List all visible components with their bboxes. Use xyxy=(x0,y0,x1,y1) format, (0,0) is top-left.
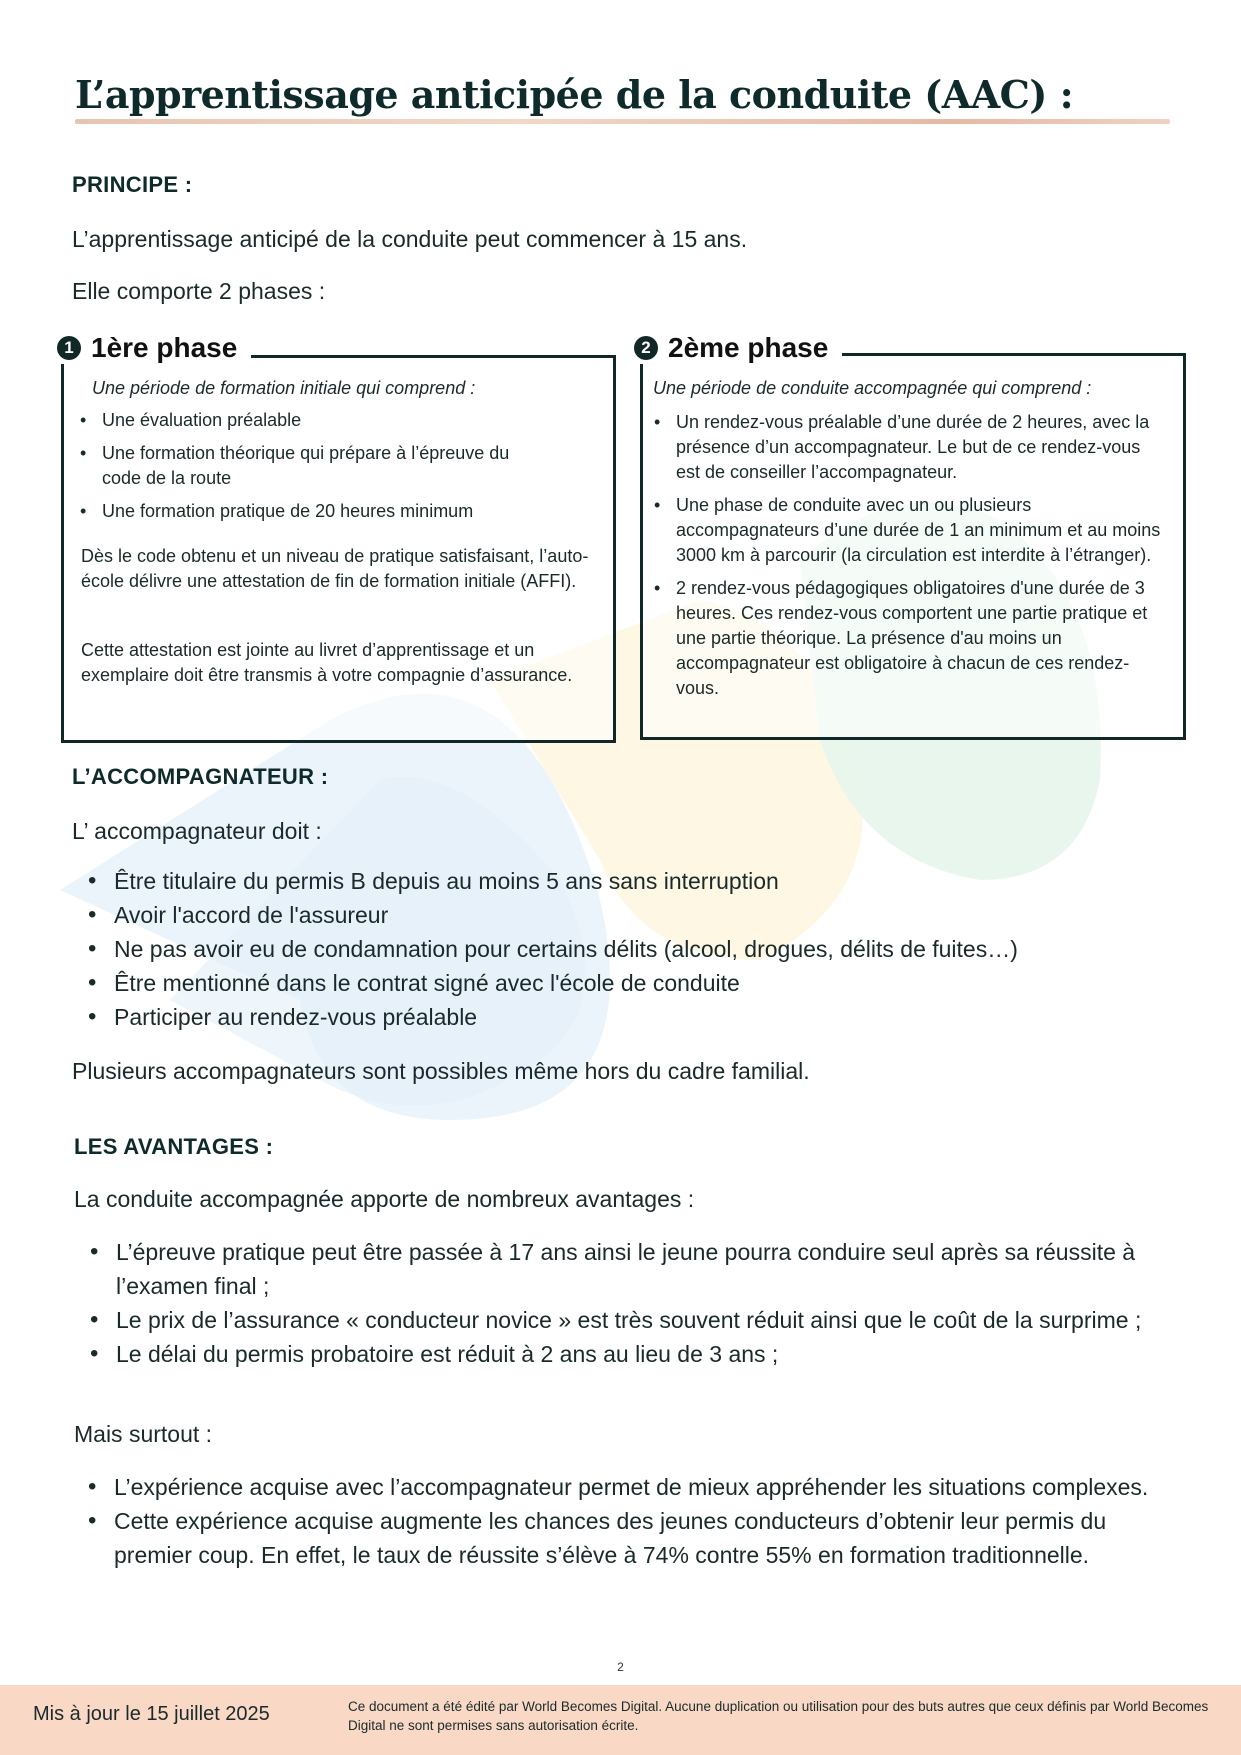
mais-surtout-label: Mais surtout : xyxy=(74,1421,213,1447)
phase-1-header xyxy=(57,332,251,364)
phase-1-list xyxy=(80,408,590,532)
phase-1-intro: Une période de formation initiale qui comprend : xyxy=(92,378,476,398)
principe-heading: PRINCIPE : xyxy=(72,172,193,197)
list-item: • Un rendez-vous préalable d’une durée de 2 heures, avec la présence d’un accompagnateur. Le but de ce rendez-vous est de conseiller l’accompagnateur. xyxy=(654,410,1168,485)
number-1-icon: 1 xyxy=(57,336,81,360)
page-title: L’apprentissage anticipée de la conduite (AAC) : xyxy=(75,72,1074,117)
list-item: • Participer au rendez-vous préalable xyxy=(72,1000,1192,1034)
accompagnateur-heading: L’ACCOMPAGNATEUR : xyxy=(72,764,329,789)
principe-line-2: Elle comporte 2 phases : xyxy=(72,278,326,304)
phase-2-intro: Une période de conduite accompagnée qui comprend : xyxy=(653,378,1092,398)
accompagnateur-intro: L’ accompagnateur doit : xyxy=(72,818,322,844)
phase-2-title: 2ème phase xyxy=(668,332,829,363)
number-2-icon: 2 xyxy=(634,336,658,360)
mais-surtout-list xyxy=(72,1470,1182,1572)
list-item: • Cette expérience acquise augmente les chances des jeunes conducteurs d’obtenir leur permis du premier coup. En effet, le taux de réussite s’élève à 74% contre 55% en formation traditionnelle. xyxy=(72,1504,1182,1572)
list-item: • Le prix de l’assurance « conducteur novice » est très souvent réduit ainsi que le coût de la surprime ; xyxy=(74,1303,1174,1337)
list-item: • Une évaluation préalable xyxy=(80,408,590,433)
accompagnateur-list xyxy=(72,864,1192,1034)
list-item: • Avoir l'accord de l'assureur xyxy=(72,898,1192,932)
phase-2-list xyxy=(654,410,1168,709)
footer-copyright-note: Ce document a été édité par World Becomes Digital. Aucune duplication ou utilisation pour des buts autres que ceux définis par World Becomes Digital ne sont permises sans autorisation écrite. xyxy=(348,1699,1209,1733)
list-item: • Être titulaire du permis B depuis au moins 5 ans sans interruption xyxy=(72,864,1192,898)
title-underline xyxy=(75,119,1170,124)
phase-1-paragraph-1: Dès le code obtenu et un niveau de pratique satisfaisant, l’auto-école délivre une attestation de fin de formation initiale (AFFI). xyxy=(81,546,589,591)
footer-update-date: Mis à jour le 15 juillet 2025 xyxy=(33,1703,270,1725)
list-item: • Une formation théorique qui prépare à l’épreuve du code de la route xyxy=(80,441,522,491)
footer xyxy=(0,1685,1241,1755)
avantages-intro: La conduite accompagnée apporte de nombreux avantages : xyxy=(74,1186,695,1212)
list-item: • Ne pas avoir eu de condamnation pour certains délits (alcool, drogues, délits de fuites…) xyxy=(72,932,1192,966)
avantages-heading: LES AVANTAGES : xyxy=(74,1134,274,1159)
list-item: • Le délai du permis probatoire est réduit à 2 ans au lieu de 3 ans ; xyxy=(74,1337,1174,1371)
avantages-list xyxy=(74,1235,1174,1371)
list-item: • L’épreuve pratique peut être passée à 17 ans ainsi le jeune pourra conduire seul après sa réussite à l’examen final ; xyxy=(74,1235,1174,1303)
list-item: • Une formation pratique de 20 heures minimum xyxy=(80,499,590,524)
list-item: • L’expérience acquise avec l’accompagnateur permet de mieux appréhender les situations complexes. xyxy=(72,1470,1182,1504)
list-item: • 2 rendez-vous pédagogiques obligatoires d'une durée de 3 heures. Ces rendez-vous comportent une partie pratique et une partie théorique. La présence d'au moins un accompagnateur est obligatoire à chacun de ces rendez-vous. xyxy=(654,576,1168,701)
page-number: 2 xyxy=(617,1660,624,1674)
accompagnateur-outro: Plusieurs accompagnateurs sont possibles même hors du cadre familial. xyxy=(72,1058,810,1084)
principe-line-1: L’apprentissage anticipé de la conduite peut commencer à 15 ans. xyxy=(72,226,748,252)
phase-1-paragraph-2: Cette attestation est jointe au livret d’apprentissage et un exemplaire doit être transmis à votre compagnie d’assurance. xyxy=(81,640,573,685)
list-item: • Une phase de conduite avec un ou plusieurs accompagnateurs d’une durée de 1 an minimum et au moins 3000 km à parcourir (la circulation est interdite à l’étranger). xyxy=(654,493,1168,568)
phase-2-header xyxy=(634,332,842,364)
phase-1-title: 1ère phase xyxy=(91,332,238,363)
list-item: • Être mentionné dans le contrat signé avec l'école de conduite xyxy=(72,966,1192,1000)
